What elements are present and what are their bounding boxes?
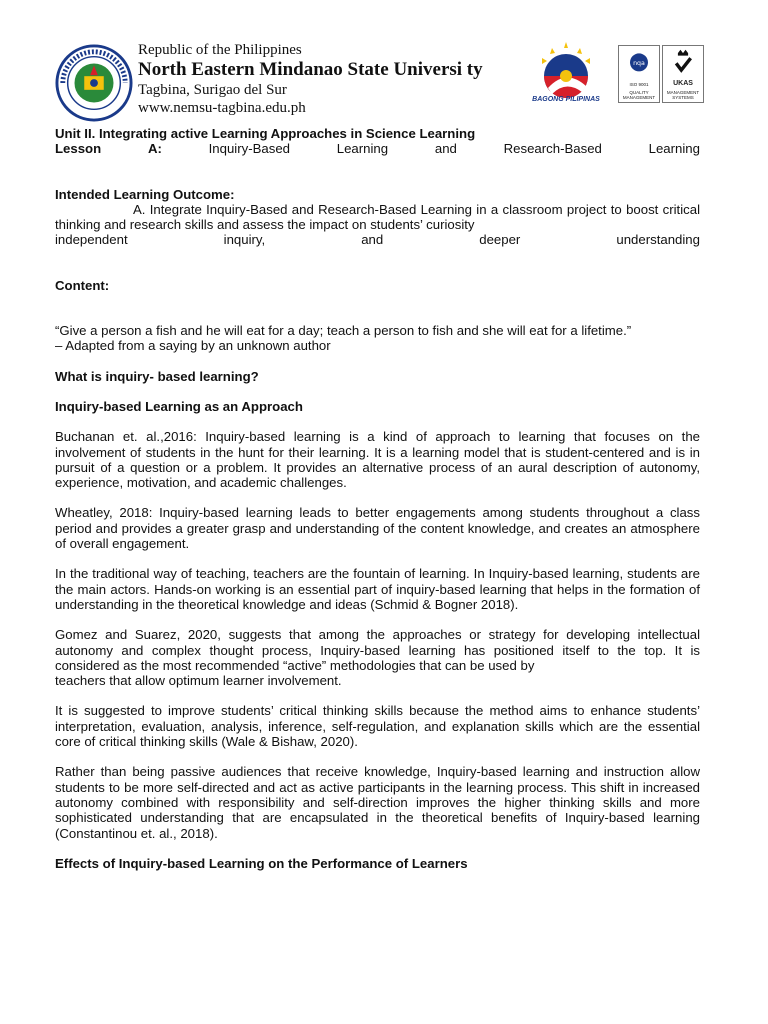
ilo-word: deeper	[479, 232, 521, 248]
ilo-heading: Intended Learning Outcome:	[55, 186, 235, 202]
quote: “Give a person a fish and he will eat for a day; teach a person to fish and she will eat for a lifetime.”	[55, 323, 632, 339]
content-heading: Content:	[55, 277, 110, 293]
location-line: Tagbina, Surigao del Sur	[138, 82, 287, 98]
lesson-word: Learning	[648, 141, 700, 157]
university-seal-logo	[55, 44, 133, 122]
lesson-word: Learning	[336, 141, 389, 157]
paragraph-self-directed: Rather than being passive audiences that receive knowledge, Inquiry-based learning and instruction allow students to be more self-directed and act as active participants in the learning process. This shift in increased autonomy combined with responsibility and self-direction improves the higher thinking skills and more sophisticated understanding that are encapsulated in the theoretical benefits of Inquiry-based learning (Constantinou et. al., 2018).	[55, 764, 700, 841]
lesson-word: A:	[147, 141, 162, 157]
approach-heading: Inquiry-based Learning as an Approach	[55, 398, 303, 414]
ilo-text: A. Integrate Inquiry-Based and Research-Based Learning in a classroom project to boost critical thinking and research skills and assess the impact on students’ curiosity	[55, 201, 700, 233]
lesson-word: Research-Based	[503, 141, 602, 157]
paragraph-critical-thinking: It is suggested to improve students’ critical thinking skills because the method aims to enhance students’ interpretation, evaluation, analysis, inference, self-regulation, and explanation skills which are the essential core of critical thinking skills (Wale & Bishaw, 2020).	[55, 703, 700, 750]
iso-certification-badge	[618, 45, 660, 103]
page-header	[0, 0, 768, 125]
university-info	[138, 41, 483, 117]
ilo-word: and	[361, 232, 384, 248]
paragraph-buchanan: Buchanan et. al.,2016: Inquiry-based learning is a kind of approach to learning that focuses on the involvement of students in the hunt for their learning. It is a learning model that is student-centered and is in pursuit of a question or a problem. It provides an alternative process of an aural description of autonomy, experience, motivation, and academic challenges.	[55, 429, 700, 491]
unit-title: Unit II. Integrating active Learning Approaches in Science Learning	[55, 126, 476, 141]
iso-caption: QUALITY MANAGEMENT	[622, 90, 656, 100]
paragraph-gomez-suarez-cont: teachers that allow optimum learner involvement.	[55, 673, 342, 689]
ilo-word: understanding	[616, 232, 700, 248]
quote-attribution: – Adapted from a saying by an unknown author	[55, 338, 331, 354]
paragraph-wheatley: Wheatley, 2018: Inquiry-based learning leads to better engagements among students throughout a class period and provides a greater grasp and understanding of the content knowledge, and creates an atmosphere of overall engagement.	[55, 505, 700, 552]
section-question-heading: What is inquiry- based learning?	[55, 368, 259, 384]
paragraph-gomez-suarez: Gomez and Suarez, 2020, suggests that among the approaches or strategy for developing intellectual autonomy and complex thought process, Inquiry-based learning has positioned itself to the top. It is considered as the most recommended “active” methodologies that can be used by	[55, 627, 700, 673]
ilo-word: inquiry,	[223, 232, 266, 248]
effects-heading: Effects of Inquiry-based Learning on the Performance of Learners	[55, 855, 468, 871]
lesson-word: and	[434, 141, 457, 157]
website-link[interactable]: www.nemsu-tagbina.edu.ph	[138, 100, 306, 116]
lesson-word: Inquiry-Based	[208, 141, 290, 157]
iso-label: ISO 9001	[629, 82, 649, 87]
svg-text:nqa: nqa	[633, 60, 645, 68]
document-body	[55, 126, 700, 871]
ukas-label: UKAS	[673, 80, 693, 87]
ilo-word: independent	[55, 232, 128, 248]
bagong-pilipinas-label: BAGONG PILIPINAS	[532, 96, 600, 103]
iso-mark-icon	[619, 48, 659, 84]
university-name: North Eastern Mindanao State Universi ty	[138, 59, 483, 80]
ukas-crown-tick-icon	[663, 48, 703, 82]
ukas-certification-badge	[662, 45, 704, 103]
paragraph-traditional: In the traditional way of teaching, teachers are the fountain of learning. In Inquiry-based learning, students are the main actors. Hands-on working is an essential part of inquiry-based learning that helps in the formation of understanding in the theoretical knowledge and ideas (Schmid & Bogner 2018).	[55, 566, 700, 612]
republic-line: Republic of the Philippines	[138, 42, 302, 58]
lesson-word: Lesson	[55, 141, 102, 157]
lesson-title	[55, 141, 700, 156]
ilo-last-line	[55, 232, 700, 247]
ukas-caption: MANAGEMENT SYSTEMS	[666, 90, 700, 100]
